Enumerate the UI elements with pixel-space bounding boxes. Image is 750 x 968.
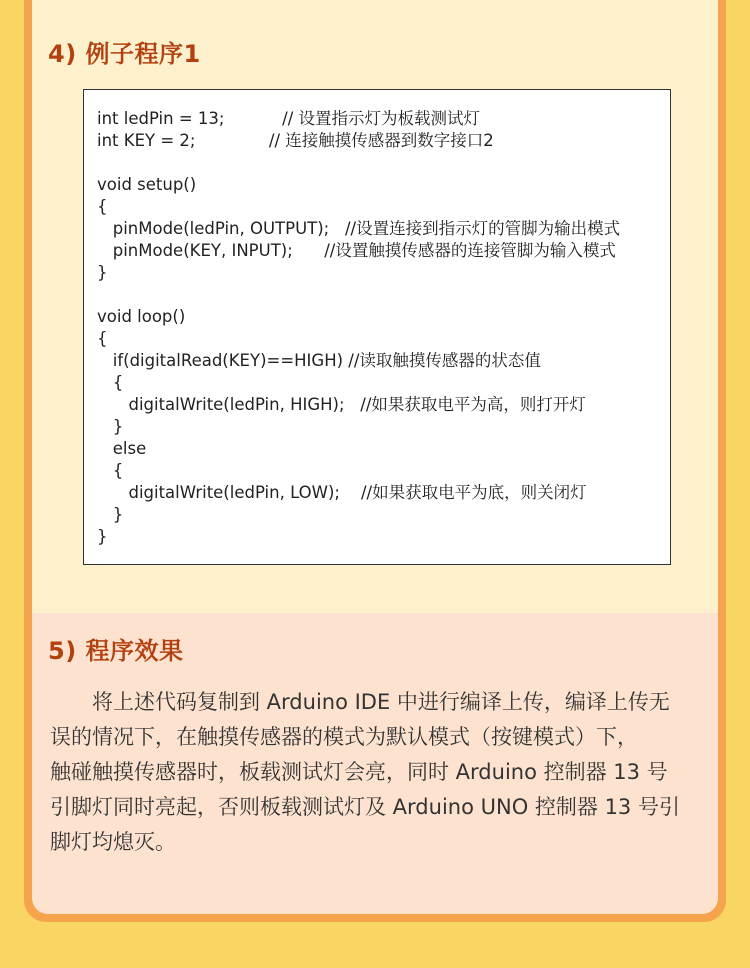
section-heading-example: 4) 例子程序1	[48, 40, 201, 68]
section-heading-effect: 5) 程序效果	[48, 637, 184, 665]
code-line: pinMode(ledPin, OUTPUT); //设置连接到指示灯的管脚为输出模式	[97, 219, 621, 238]
paragraph-line: 引脚灯同时亮起，否则板载测试灯及 Arduino UNO 控制器 13 号引	[50, 795, 680, 819]
paragraph-line: 将上述代码复制到 Arduino IDE 中进行编译上传，编译上传无	[50, 690, 670, 714]
code-line: else	[97, 439, 147, 458]
code-block	[83, 89, 671, 565]
code-line: int ledPin = 13; // 设置指示灯为板载测试灯	[97, 109, 481, 128]
paragraph-line: 误的情况下，在触摸传感器的模式为默认模式（按键模式）下，	[50, 725, 638, 749]
content-card	[32, 0, 718, 914]
effect-paragraph	[50, 685, 710, 860]
code-line: digitalWrite(ledPin, HIGH); //如果获取电平为高，则打开灯	[97, 395, 586, 414]
code-line: }	[97, 417, 124, 436]
code-line: int KEY = 2; // 连接触摸传感器到数字接口2	[97, 131, 494, 150]
code-line: {	[97, 373, 124, 392]
code-line: if(digitalRead(KEY)==HIGH) //读取触摸传感器的状态值	[97, 351, 541, 370]
code-line: pinMode(KEY, INPUT); //设置触摸传感器的连接管脚为输入模式	[97, 241, 616, 260]
code-line: {	[97, 461, 124, 480]
section-example-program	[32, 0, 718, 613]
code-line: {	[97, 329, 108, 348]
code-line: }	[97, 263, 108, 282]
code-line: digitalWrite(ledPin, LOW); //如果获取电平为底，则关闭灯	[97, 483, 587, 502]
paragraph-line: 脚灯均熄灭。	[50, 830, 176, 854]
code-line: void setup()	[97, 175, 197, 194]
code-line: }	[97, 527, 108, 546]
code-line: }	[97, 505, 124, 524]
code-line: {	[97, 197, 108, 216]
code-line: void loop()	[97, 307, 186, 326]
paragraph-line: 触碰触摸传感器时，板载测试灯会亮，同时 Arduino 控制器 13 号	[50, 760, 668, 784]
section-program-effect	[32, 613, 718, 914]
